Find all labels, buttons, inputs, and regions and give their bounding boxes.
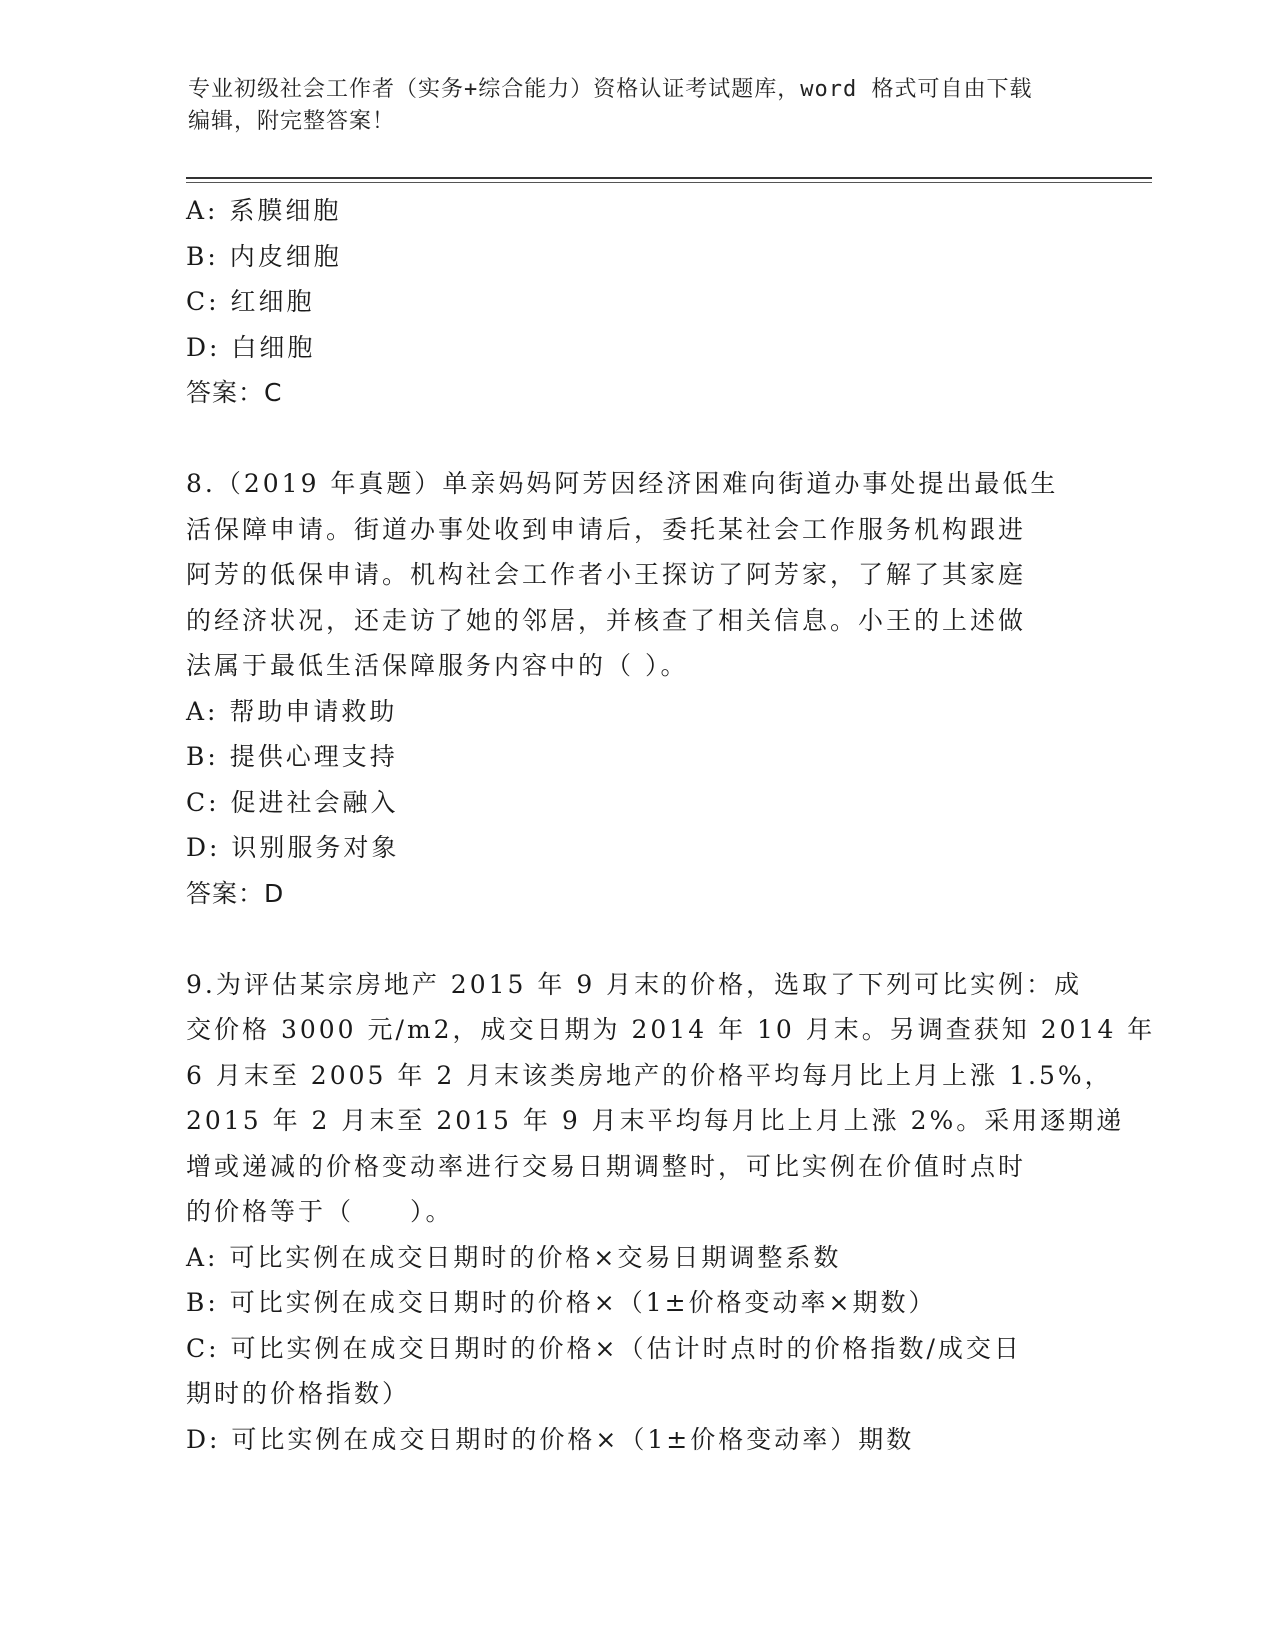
option-a: A: 可比实例在成交日期时的价格×交易日期调整系数 xyxy=(186,1242,842,1272)
question-stem-line: 法属于最低生活保障服务内容中的（ ）。 xyxy=(186,651,689,680)
question-stem-line: 的价格等于（ ）。 xyxy=(186,1197,454,1226)
spacer xyxy=(186,416,1086,462)
header-line: 专业初级社会工作者（实务+综合能力）资格认证考试题库，word 格式可自由下载 xyxy=(188,77,1033,102)
question-stem-line: 的经济状况，还走访了她的邻居，并核查了相关信息。小王的上述做 xyxy=(186,605,1027,635)
question-stem-line: 9.为评估某宗房地产 2015 年 9 月末的价格，选取了下列可比实例：成 xyxy=(186,969,1083,999)
option-d: D: 识别服务对象 xyxy=(186,833,400,862)
question-stem-line: 增或递减的价格变动率进行交易日期调整时，可比实例在价值时点时 xyxy=(186,1151,1027,1181)
question-9 xyxy=(186,962,1156,1463)
question-stem-line: 8.（2019 年真题）单亲妈妈阿芳因经济困难向街道办事处提出最低生 xyxy=(186,469,1059,498)
header-divider-thin xyxy=(186,182,1152,183)
question-stem-line: 2015 年 2 月末至 2015 年 9 月末平均每月比上月上涨 2%。采用逐期递 xyxy=(186,1106,1125,1135)
option-c: C: 促进社会融入 xyxy=(186,787,399,817)
header-line: 编辑，附完整答案！ xyxy=(188,109,396,134)
option-c-continued: 期时的价格指数） xyxy=(186,1379,411,1408)
question-7 xyxy=(186,188,1086,416)
question-stem-line: 活保障申请。街道办事处收到申请后，委托某社会工作服务机构跟进 xyxy=(186,514,1027,544)
document-header xyxy=(188,74,1088,138)
spacer xyxy=(186,916,1086,962)
option-c: C: 红细胞 xyxy=(186,287,315,316)
document-body xyxy=(186,188,1156,1462)
question-stem-line: 阿芳的低保申请。机构社会工作者小王探访了阿芳家，了解了其家庭 xyxy=(186,560,1027,589)
question-stem-line: 交价格 3000 元/m2，成交日期为 2014 年 10 月末。另调查获知 2014 年 xyxy=(186,1015,1156,1044)
header-divider xyxy=(186,177,1152,179)
option-a: A: 系膜细胞 xyxy=(186,196,342,225)
answer: 答案：C xyxy=(186,378,283,407)
option-c: C: 可比实例在成交日期时的价格×（估计时点时的价格指数/成交日 xyxy=(186,1333,1022,1363)
answer: 答案：D xyxy=(186,878,285,908)
option-d: D: 可比实例在成交日期时的价格×（1±价格变动率）期数 xyxy=(186,1424,915,1454)
option-b: B: 内皮细胞 xyxy=(186,241,342,271)
option-b: B: 可比实例在成交日期时的价格×（1±价格变动率×期数） xyxy=(186,1288,937,1317)
option-b: B: 提供心理支持 xyxy=(186,742,398,771)
question-8 xyxy=(186,461,1086,916)
question-stem-line: 6 月末至 2005 年 2 月末该类房地产的价格平均每月比上月上涨 1.5%， xyxy=(186,1060,1113,1090)
option-d: D: 白细胞 xyxy=(186,332,316,362)
option-a: A: 帮助申请救助 xyxy=(186,696,398,726)
